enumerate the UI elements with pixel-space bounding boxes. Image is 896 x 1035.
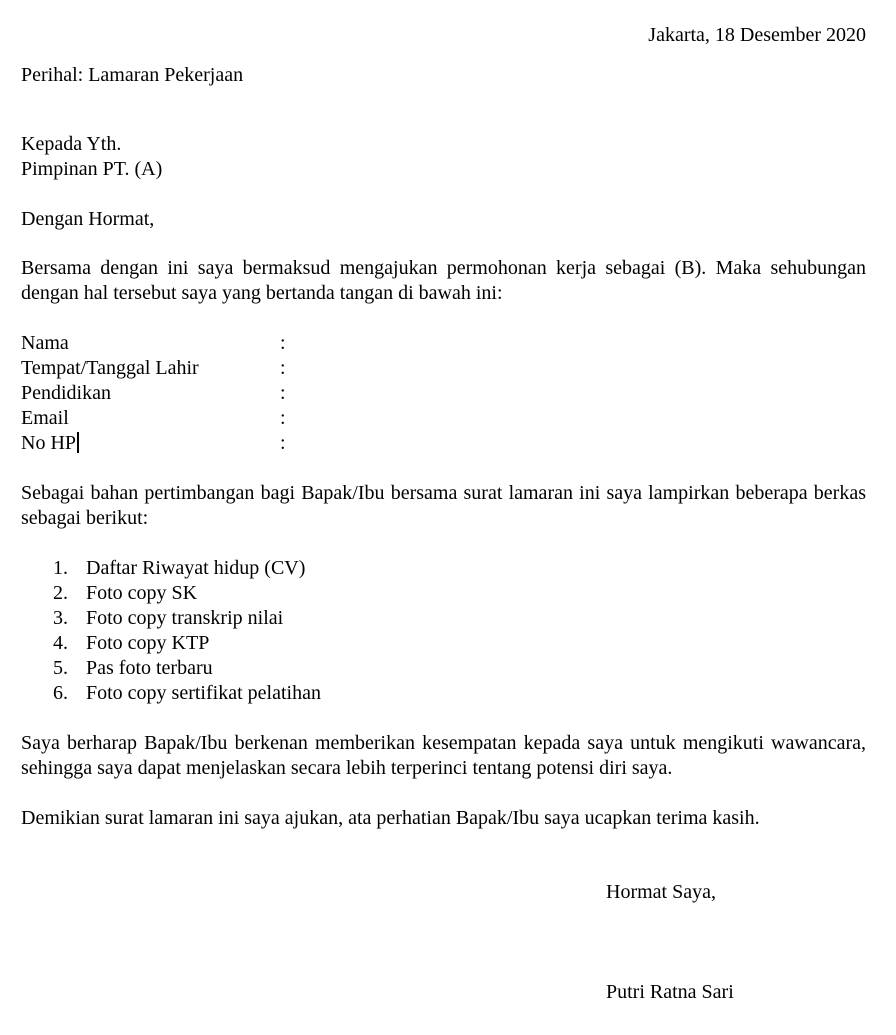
- list-item-text: Pas foto terbaru: [86, 657, 213, 679]
- hope-paragraph: Saya berharap Bapak/Ibu berkenan memberikan kesempatan kepada saya untuk mengikuti wawancara, sehingga saya dapat menjelaskan secara lebih terperinci tentang potensi diri saya.: [21, 732, 866, 779]
- field-label-phone[interactable]: [21, 431, 79, 456]
- list-item-number: 2.: [53, 582, 68, 604]
- field-row-email: [21, 406, 866, 431]
- field-label-email: Email: [21, 407, 69, 429]
- list-item: [21, 681, 721, 706]
- field-colon: :: [280, 407, 286, 429]
- field-row-birth: [21, 356, 866, 381]
- list-item-text: Daftar Riwayat hidup (CV): [86, 557, 306, 579]
- list-item: [21, 656, 721, 681]
- list-item-number: 5.: [53, 657, 68, 679]
- field-row-education: [21, 381, 866, 406]
- field-colon: :: [280, 382, 286, 404]
- field-label-phone-text: No HP: [21, 432, 77, 454]
- field-colon: :: [280, 332, 286, 354]
- applicant-fields: [21, 331, 866, 456]
- list-item-text: Foto copy SK: [86, 582, 198, 604]
- list-item: [21, 581, 721, 606]
- salutation: Dengan Hormat,: [21, 208, 155, 230]
- closing-paragraph: Demikian surat lamaran ini saya ajukan, ata perhatian Bapak/Ibu saya ucapkan terima kasih.: [21, 807, 760, 829]
- attachments-intro-paragraph: Sebagai bahan pertimbangan bagi Bapak/Ibu bersama surat lamaran ini saya lampirkan beberapa berkas sebagai berikut:: [21, 482, 866, 529]
- field-row-phone: [21, 431, 866, 456]
- list-item-text: Foto copy transkrip nilai: [86, 607, 284, 629]
- list-item-number: 4.: [53, 632, 68, 654]
- field-label-name: Nama: [21, 332, 69, 354]
- field-row-name: [21, 331, 866, 356]
- closing-greeting: Hormat Saya,: [606, 881, 716, 903]
- attachments-list: [21, 556, 721, 706]
- letter-subject: Perihal: Lamaran Pekerjaan: [21, 64, 244, 86]
- list-item: [21, 631, 721, 656]
- list-item-text: Foto copy KTP: [86, 632, 210, 654]
- list-item: [21, 606, 721, 631]
- list-item-text: Foto copy sertifikat pelatihan: [86, 682, 321, 704]
- intro-paragraph: Bersama dengan ini saya bermaksud mengajukan permohonan kerja sebagai (B). Maka sehubungan dengan hal tersebut saya yang bertanda tangan di bawah ini:: [21, 257, 866, 304]
- recipient-line-2: Pimpinan PT. (A): [21, 158, 163, 180]
- list-item: [21, 556, 721, 581]
- recipient-line-1: Kepada Yth.: [21, 133, 122, 155]
- field-colon: :: [280, 357, 286, 379]
- signer-name: Putri Ratna Sari: [606, 981, 734, 1003]
- letter-date: Jakarta, 18 Desember 2020: [648, 24, 866, 46]
- field-label-education: Pendidikan: [21, 382, 111, 404]
- field-colon: :: [280, 432, 286, 454]
- field-label-birth: Tempat/Tanggal Lahir: [21, 357, 199, 379]
- list-item-number: 1.: [53, 557, 68, 579]
- list-item-number: 3.: [53, 607, 68, 629]
- letter-document[interactable]: [21, 0, 866, 1035]
- list-item-number: 6.: [53, 682, 68, 704]
- text-cursor: [77, 432, 79, 453]
